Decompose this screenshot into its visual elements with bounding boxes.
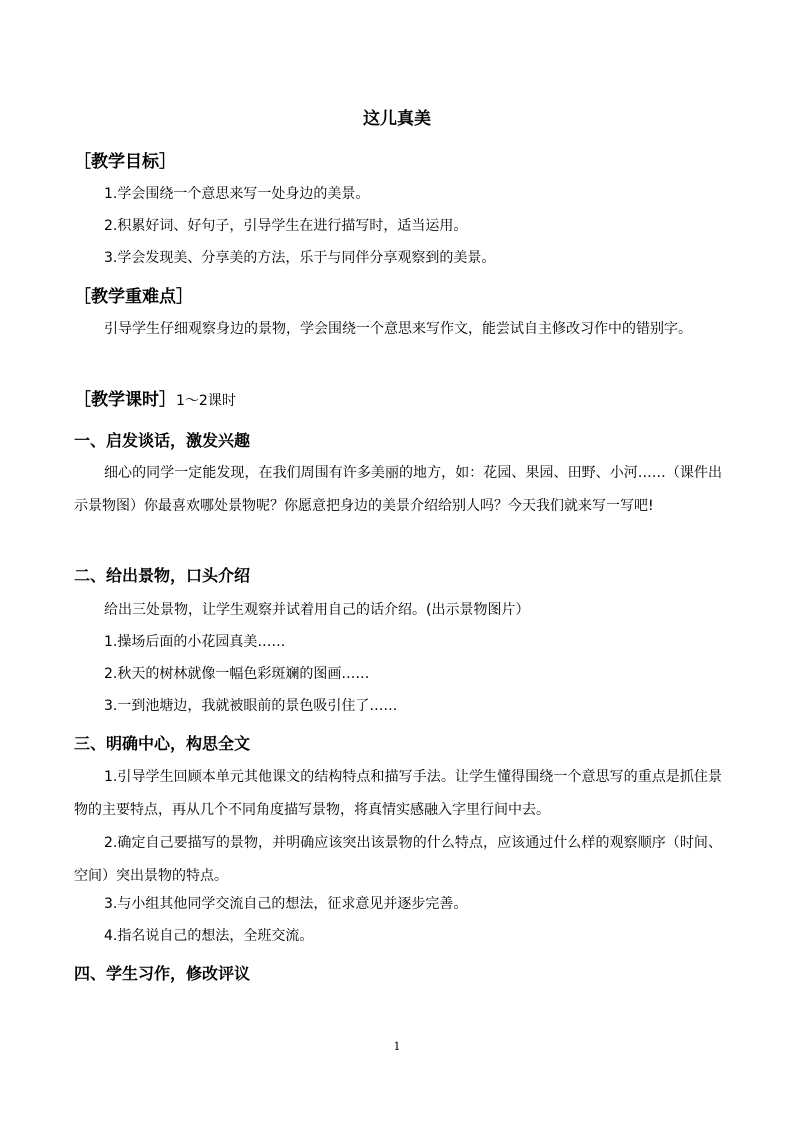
objectives-heading: ［教学目标］: [74, 152, 176, 172]
class-hours-value: 1～2课时: [176, 393, 236, 409]
objective-item: 1.学会围绕一个意思来写一处身边的美景。: [104, 186, 370, 202]
section-text: 细心的同学一定能发现，在我们周围有许多美丽的地方，如：花园、果园、田野、小河……（课件出示景物图）你最喜欢哪处景物呢？你愿意把身边的美景介绍给别人吗？今天我们就来写一写吧!: [74, 465, 722, 514]
page-number: 1: [393, 1040, 401, 1053]
section-heading: 一、启发谈话，激发兴趣: [74, 431, 251, 450]
key-points-text: 引导学生仔细观察身边的景物，学会围绕一个意思来写作文，能尝试自主修改习作中的错别字。: [104, 321, 692, 337]
section-intro: 给出三处景物，让学生观察并试着用自己的话介绍。(出示景物图片）: [104, 602, 530, 618]
section-heading: 三、明确中心，构思全文: [74, 734, 251, 753]
document-title: 这儿真美: [363, 109, 431, 129]
objective-item: 2.积累好词、好句子，引导学生在进行描写时，适当运用。: [104, 218, 468, 234]
list-item: 3.与小组其他同学交流自己的想法，征求意见并逐步完善。: [104, 896, 468, 912]
list-item: 1.引导学生回顾本单元其他课文的结构特点和描写手法。让学生懂得围绕一个意思写的重点是抓住景物的主要特点，再从几个不同角度描写景物，将真情实感融入字里行间中去。: [74, 769, 722, 818]
objective-item: 3.学会发现美、分享美的方法，乐于与同伴分享观察到的美景。: [104, 250, 496, 266]
section-heading: 四、学生习作，修改评议: [74, 964, 251, 983]
list-item: 2.确定自己要描写的景物，并明确应该突出该景物的什么特点，应该通过什么样的观察顺序（时间、空间）突出景物的特点。: [74, 835, 722, 884]
list-item: 4.指名说自己的想法，全班交流。: [104, 928, 314, 944]
list-item: 1.操场后面的小花园真美……: [104, 634, 286, 650]
class-hours-heading: [74, 385, 236, 410]
key-points-heading: ［教学重难点］: [74, 287, 193, 307]
list-item: 2.秋天的树林就像一幅色彩斑斓的图画……: [104, 666, 370, 682]
class-hours-label: ［教学课时］: [74, 390, 176, 410]
list-item: 3.一到池塘边，我就被眼前的景色吸引住了……: [104, 698, 398, 714]
section-heading: 二、给出景物，口头介绍: [74, 566, 251, 585]
